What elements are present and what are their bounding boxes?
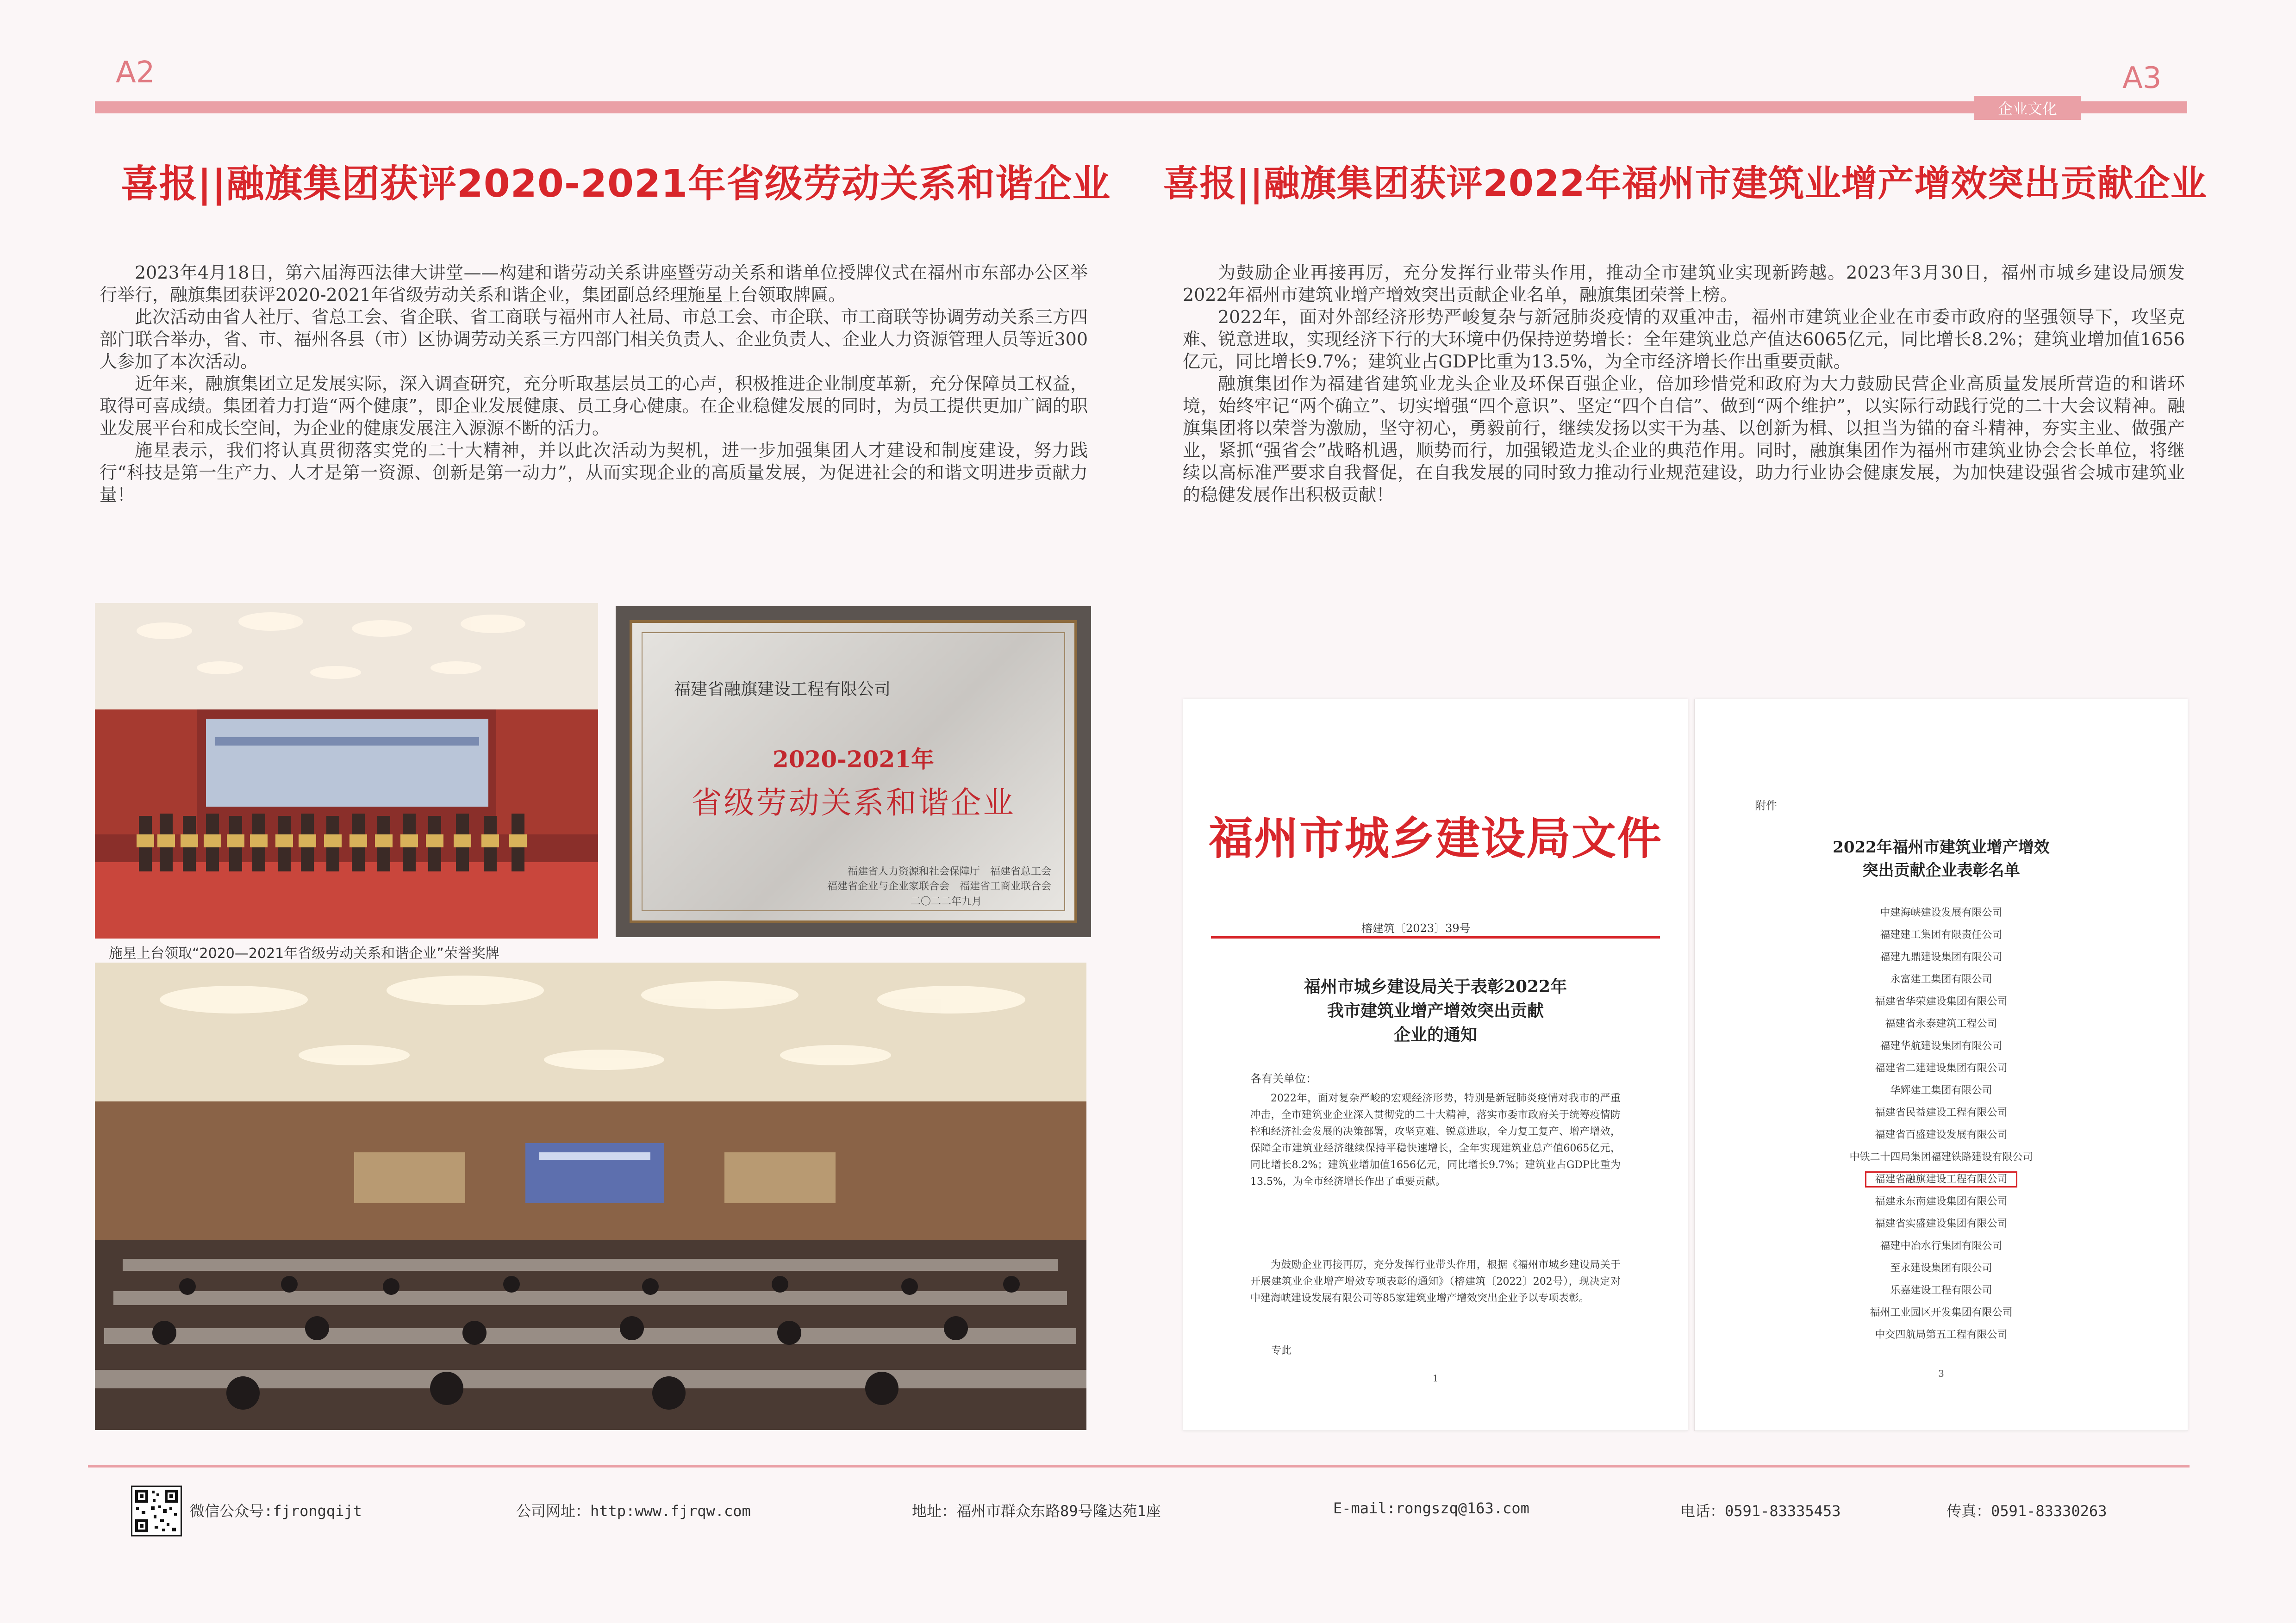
annex-company-item: 福建华航建设集团有限公司 — [1880, 1040, 2003, 1052]
page-number-left: A2 — [116, 56, 155, 90]
document-body-1: 2022年，面对复杂严峻的宏观经济形势，特别是新冠肺炎疫情对我市的严重冲击，全市建筑业企业深入贯彻党的二十大精神，落实市委市政府关于统筹疫情防控和经济社会发展的决策部署，攻坚克难、锐意进取，全力复工复产、增产增效，保障全市建筑业经济继续保持平稳快速增长，全年实现建筑业总产值6065亿元，同比增长8.2%；建筑业增加值1656亿元，同比增长9.7%；建筑业占GDP比重为13.5%，为全市经济增长作出了重要贡献。 — [1250, 1093, 1621, 1188]
footer-website[interactable]: 公司网址：http:www.fjrqw.com — [516, 1502, 751, 1520]
footer-rule — [88, 1465, 2190, 1468]
annex-company-highlighted: 福建省融旗建设工程有限公司 — [1695, 1169, 2188, 1191]
footer-address: 地址：福州市群众东路89号隆达苑1座 — [912, 1502, 1161, 1520]
document-number: 榕建筑〔2023〕39号 — [1361, 922, 1471, 935]
document-page-number-3: 3 — [1938, 1368, 1944, 1379]
annex-title — [1695, 836, 2188, 882]
award-ceremony-photo — [95, 603, 598, 939]
auditorium-photo — [95, 963, 1086, 1430]
left-article-body — [100, 261, 1088, 506]
annex-company-item: 乐嘉建设工程有限公司 — [1890, 1285, 1992, 1296]
header-bar — [95, 101, 2187, 113]
notice-document-annex — [1694, 699, 2188, 1431]
annex-company-item: 福建省华荣建设集团有限公司 — [1875, 996, 2008, 1007]
footer-wechat: 微信公众号:fjrongqijt — [190, 1502, 362, 1520]
left-paragraph-2: 此次活动由省人社厅、省总工会、省企联、省工商联与福州市人社局、市总工会、市企联、市工商联等协调劳动关系三方四部门联合举办，省、市、福州各县（市）区协调劳动关系三方四部门相关负责人、企业负责人、企业人力资源管理人员等近300人参加了本次活动。 — [100, 307, 1088, 372]
annex-company-item: 永富建工集团有限公司 — [1890, 974, 1992, 985]
qr-code-icon — [132, 1487, 181, 1535]
right-paragraph-1: 为鼓励企业再接再厉，充分发挥行业带头作用，推动全市建筑业实现新跨越。2023年3月30日，福州市城乡建设局颁发2022年福州市建筑业增产增效突出贡献企业名单，融旗集团荣誉上榜。 — [1183, 262, 2185, 305]
annex-company-item: 福建省实盛建设集团有限公司 — [1875, 1218, 2008, 1230]
plaque-honor: 省级劳动关系和谐企业 — [691, 785, 1016, 821]
annex-company-item: 福建省民益建设工程有限公司 — [1875, 1107, 2008, 1119]
page-number-right: A3 — [2122, 61, 2162, 95]
plaque-years: 2020-2021年 — [772, 746, 935, 773]
annex-company-item: 福建中冶水行集团有限公司 — [1880, 1240, 2003, 1252]
section-tag: 企业文化 — [1974, 96, 2081, 120]
annex-title-line-1: 2022年福州市建筑业增产增效 — [1833, 838, 2050, 857]
left-paragraph-1: 2023年4月18日，第六届海西法律大讲堂——构建和谐劳动关系讲座暨劳动关系和谐单位授牌仪式在福州市东部办公区举行举行，融旗集团获评2020-2021年省级劳动关系和谐企业，集团副总经理施星上台领取牌匾。 — [100, 262, 1088, 305]
document-body-2: 为鼓励企业再接再厉，充分发挥行业带头作用，根据《福州市城乡建设局关于开展建筑业企业增产增效专项表彰的通知》（榕建筑〔2022〕202号），现决定对中建海峡建设发展有限公司等85家建筑业增产增效突出企业予以专项表彰。 — [1250, 1259, 1621, 1304]
annex-company-item: 福建省百盛建设发展有限公司 — [1875, 1129, 2008, 1141]
footer-email[interactable]: E-mail:rongszq@163.com — [1333, 1499, 1529, 1517]
footer-fax: 传真：0591-83330263 — [1947, 1502, 2107, 1520]
annex-company-item: 福建九鼎建设集团有限公司 — [1880, 951, 2003, 963]
annex-company-item: 福建省永泰建筑工程公司 — [1885, 1018, 1997, 1030]
document-body-3: 专此 — [1271, 1345, 1292, 1356]
right-paragraph-3: 融旗集团作为福建省建筑业龙头企业及环保百强企业，倍加珍惜党和政府为大力鼓励民营企业高质量发展所营造的和谐环境，始终牢记“两个确立”、切实增强“四个意识”、坚定“四个自信”、做到“两个维护”，以实际行动践行党的二十大会议精神。融旗集团将以荣誉为激励，坚守初心，勇毅前行，继续发扬以实干为基、以创新为楫、以担当为锚的奋斗精神，夯实主业、做强产业，紧抓“强省会”战略机遇，顺势而行，加强锻造龙头企业的典范作用。同时，融旗集团作为福州市建筑业协会会长单位，将继续以高标准严要求自我督促，在自我发展的同时致力推动行业规范建设，助力行业协会健康发展，为加快建设强省会城市建筑业的稳健发展作出积极贡献！ — [1183, 373, 2185, 505]
footer-phone: 电话：0591-83335453 — [1680, 1502, 1841, 1520]
left-paragraph-4: 施星表示，我们将认真贯彻落实党的二十大精神，并以此次活动为契机，进一步加强集团人才建设和制度建设，努力践行“科技是第一生产力、人才是第一资源、创新是第一动力”，从而实现企业的高质量发展，为促进社会的和谐文明进步贡献力量！ — [100, 440, 1088, 505]
wechat-qr-code[interactable] — [131, 1486, 182, 1536]
annex-company-item: 福建建工集团有限责任公司 — [1880, 929, 2003, 941]
left-headline: 喜报||融旗集团获评2020-2021年省级劳动关系和谐企业 — [120, 162, 1111, 206]
annex-company-item: 中铁二十四局集团福建铁路建设有限公司 — [1849, 1151, 2033, 1163]
document-salutation: 各有关单位： — [1250, 1072, 1317, 1085]
annex-company-item: 至永建设集团有限公司 — [1890, 1262, 1992, 1274]
plaque-issuers-1: 福建省人力资源和社会保障厅 福建省总工会 — [847, 866, 1051, 877]
photo-caption: 施星上台领取“2020—2021年省级劳动关系和谐企业”荣誉奖牌 — [109, 945, 499, 962]
annex-company-item: 福州工业园区开发集团有限公司 — [1870, 1307, 2013, 1318]
document-title-line-1: 福州市城乡建设局关于表彰2022年 — [1304, 977, 1567, 996]
annex-title-line-2: 突出贡献企业表彰名单 — [1862, 861, 2020, 880]
annex-company-list — [1695, 902, 2188, 1346]
document-header: 福州市城乡建设局文件 — [1209, 812, 1662, 864]
left-paragraph-3: 近年来，融旗集团立足发展实际，深入调查研究，充分听取基层员工的心声，积极推进企业制度革新，充分保障员工权益，取得可喜成绩。集团着力打造“两个健康”，即企业发展健康、员工身心健康。在企业稳健发展的同时，为员工提供更加广阔的职业发展平台和成长空间，为企业的健康发展注入源源不断的活力。 — [100, 373, 1088, 438]
plaque-date: 二〇二二年九月 — [910, 896, 982, 908]
document-title — [1183, 975, 1688, 1047]
annex-company-item: 福建永东南建设集团有限公司 — [1875, 1196, 2008, 1207]
annex-company-item: 福建省二建建设集团有限公司 — [1875, 1063, 2008, 1074]
document-title-line-3: 企业的通知 — [1393, 1025, 1477, 1045]
annex-company-item: 华辉建工集团有限公司 — [1890, 1085, 1992, 1096]
plaque-company: 福建省融旗建设工程有限公司 — [674, 680, 891, 699]
notice-document-page1 — [1183, 699, 1688, 1431]
right-paragraph-2: 2022年，面对外部经济形势严峻复杂与新冠肺炎疫情的双重冲击，福州市建筑业企业在市委市政府的坚强领导下，攻坚克难、锐意进取，实现经济下行的大环境中仍保持逆势增长：全年建筑业总产值达6065亿元，同比增长8.2%；建筑业增加值1656亿元，同比增长9.7%；建筑业占GDP比重为13.5%，为全市经济增长作出重要贡献。 — [1183, 307, 2185, 372]
plaque-issuers-2: 福建省企业与企业家联合会 福建省工商业联合会 — [827, 881, 1051, 892]
right-article-body — [1183, 261, 2185, 506]
annex-company-item: 中交四航局第五工程有限公司 — [1875, 1329, 2008, 1341]
annex-company-item: 中建海峡建设发展有限公司 — [1880, 907, 2003, 919]
right-headline: 喜报||融旗集团获评2022年福州市建筑业增产增效突出贡献企业 — [1163, 163, 2207, 205]
document-title-line-2: 我市建筑业增产增效突出贡献 — [1327, 1001, 1544, 1020]
annex-label: 附件 — [1755, 799, 1777, 812]
document-page-number-1: 1 — [1432, 1373, 1439, 1384]
award-plaque-photo — [616, 606, 1091, 937]
plaque-panel — [630, 620, 1077, 923]
document-red-rule — [1211, 936, 1660, 939]
